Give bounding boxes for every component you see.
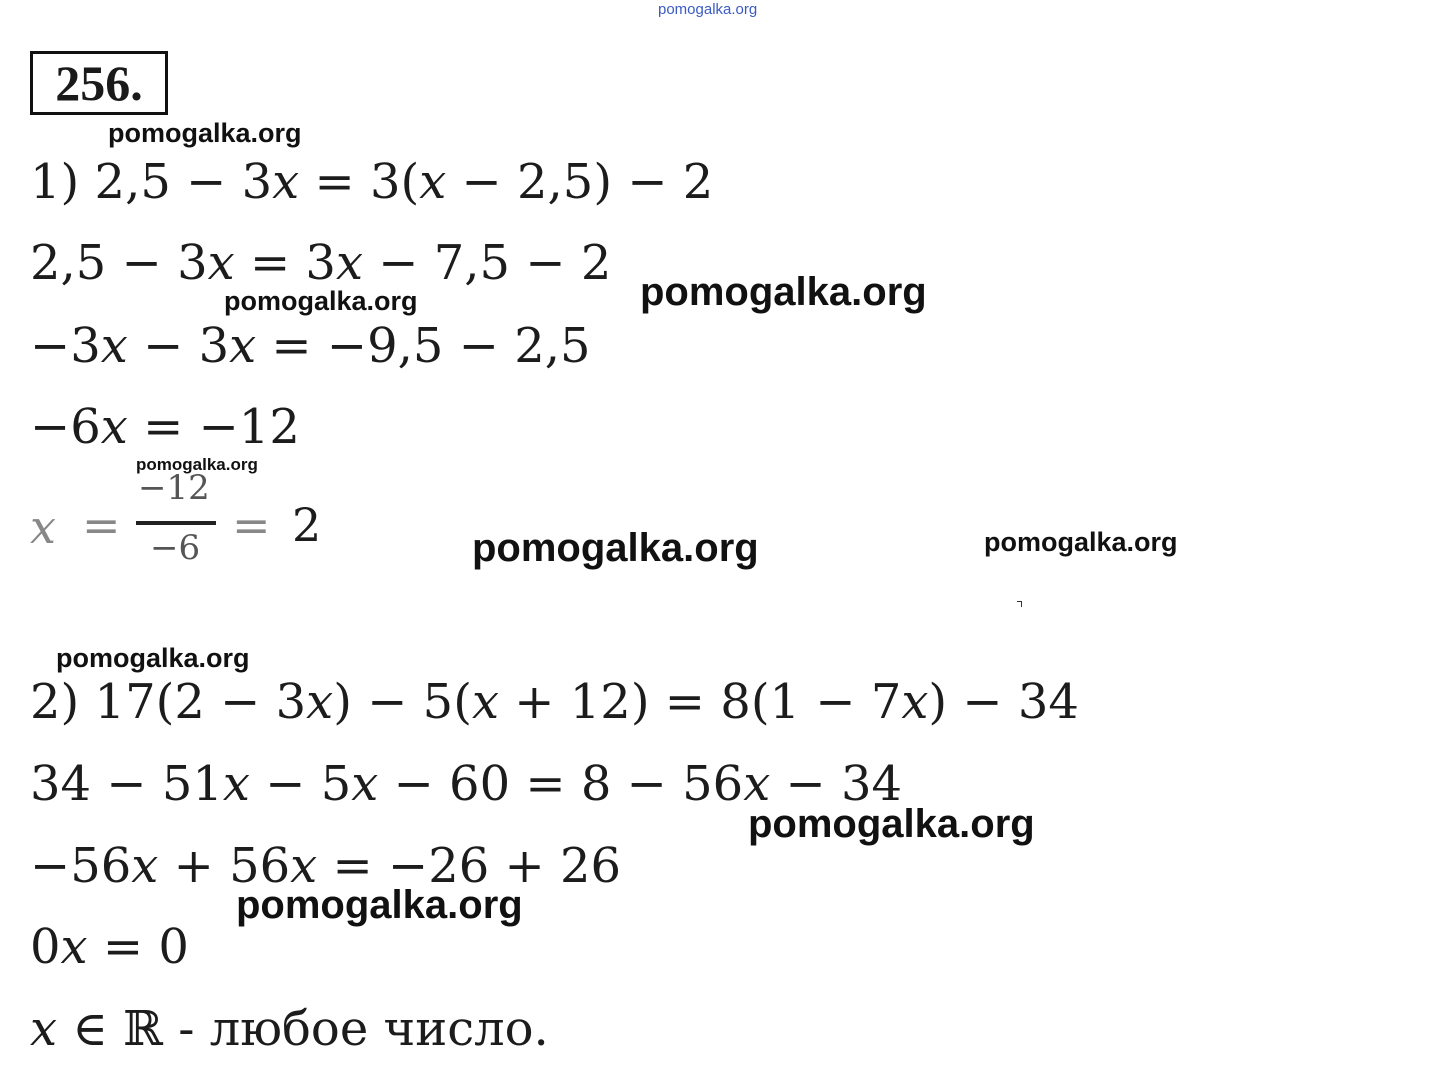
watermark: pomogalka.org — [472, 526, 759, 570]
problem-number: 256. — [30, 51, 168, 115]
equation-line: −56𝑥 + 56𝑥 = −26 + 26 — [30, 838, 622, 894]
fraction-denominator: −6 — [150, 528, 201, 568]
equation-line: −6𝑥 = −12 — [30, 399, 300, 455]
equation-line: 𝑥 ∈ ℝ - любое число. — [30, 1001, 549, 1057]
equals-sign: = — [232, 498, 271, 552]
fraction-lhs: 𝑥 — [30, 500, 56, 554]
watermark: pomogalka.org — [224, 286, 418, 316]
equation-line: 0𝑥 = 0 — [30, 919, 189, 975]
watermark: pomogalka.org — [748, 802, 1035, 846]
watermark-top: pomogalka.org — [658, 1, 758, 18]
equation-line: 34 − 51𝑥 − 5𝑥 − 60 = 8 − 56𝑥 − 34 — [30, 756, 903, 812]
equation-line: 2) 17(2 − 3𝑥) − 5(𝑥 + 12) = 8(1 − 7𝑥) − 34 — [30, 674, 1079, 730]
equation-line: 1) 2,5 − 3𝑥 = 3(𝑥 − 2,5) − 2 — [30, 154, 714, 210]
equation-line: 2,5 − 3𝑥 = 3𝑥 − 7,5 − 2 — [30, 235, 612, 291]
watermark: pomogalka.org — [108, 118, 302, 148]
watermark: pomogalka.org — [56, 643, 250, 673]
watermark: pomogalka.org — [136, 455, 258, 474]
watermark: pomogalka.org — [236, 883, 523, 927]
watermark: pomogalka.org — [640, 270, 927, 314]
tick-mark — [1017, 601, 1022, 607]
watermark: pomogalka.org — [984, 527, 1178, 557]
equals-sign: = — [82, 498, 121, 552]
fraction-numerator: −12 — [138, 468, 210, 508]
equation-line: −3𝑥 − 3𝑥 = −9,5 − 2,5 — [30, 318, 591, 374]
fraction-result: 2 — [292, 498, 322, 552]
fraction-bar — [136, 521, 216, 525]
